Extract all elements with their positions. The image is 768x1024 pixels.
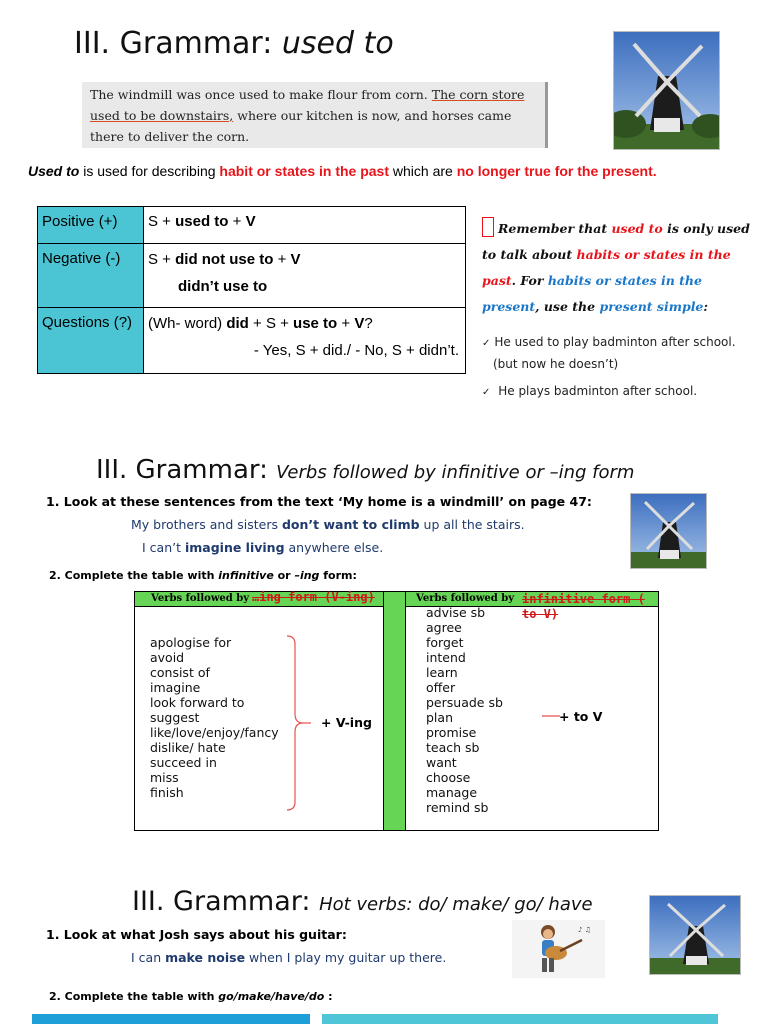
infinitive-rule-label: + to V — [559, 709, 603, 724]
list-item: intend — [426, 650, 466, 665]
list-item: succeed in — [150, 755, 217, 770]
list-item: remind sb — [426, 800, 489, 815]
list-item: look forward to — [150, 695, 245, 710]
list-item: choose — [426, 770, 471, 785]
ing-verb-list — [150, 635, 279, 800]
list-item: persuade sb — [426, 695, 503, 710]
list-item: teach sb — [426, 740, 480, 755]
windmill-image — [630, 493, 707, 569]
ing-column-header: Verbs followed by …ing form (V-ing) — [135, 592, 383, 607]
list-item: avoid — [150, 650, 185, 665]
list-item: forget — [426, 635, 464, 650]
list-item: advise sb — [426, 605, 486, 620]
section2-heading — [96, 455, 634, 485]
heading-prefix: III. Grammar: — [132, 886, 320, 917]
list-item: suggest — [150, 710, 200, 725]
ing-form-answer: …ing form (V-ing) — [252, 590, 375, 604]
instruction-2: 2. Complete the table with infinitive or –ing form: — [49, 569, 357, 582]
windmill-image — [613, 31, 720, 150]
hot-verbs-table-header-left — [32, 1014, 310, 1024]
rule-term: Used to — [28, 163, 80, 179]
hot-verbs-table-header-right — [322, 1014, 718, 1024]
heading-topic: Hot verbs: do/ make/ go/ have — [319, 894, 593, 915]
heading-topic: used to — [281, 26, 394, 61]
note-box-icon — [482, 217, 494, 237]
heading-topic: Verbs followed by infinitive or –ing form — [276, 462, 635, 483]
infinitive-column-header: Verbs followed by infinitive form ( to V) — [406, 592, 658, 607]
positive-structure: S + used to + V — [144, 207, 466, 244]
example-1: ✓ He used to play badminton after school. (but now he doesn’t) — [482, 335, 736, 371]
section3-heading — [132, 886, 593, 917]
instruction-1: 1. Look at what Josh says about his guitar: — [46, 927, 347, 942]
list-item: miss — [150, 770, 179, 785]
list-item: plan — [426, 710, 453, 725]
list-item: apologise for — [150, 635, 232, 650]
infinitive-form-column — [406, 592, 658, 830]
table-row-questions — [38, 308, 466, 374]
infinitive-bracket-icon — [640, 604, 670, 828]
list-item: consist of — [150, 665, 210, 680]
svg-text:♪ ♫: ♪ ♫ — [578, 926, 591, 934]
remember-note: Remember that used to is only used to talk about habits or states in the past. For habits or states in the present, use the present simple: — [482, 216, 752, 320]
list-item: dislike/ hate — [150, 740, 226, 755]
instruction-2: 2. Complete the table with go/make/have/do : — [49, 990, 333, 1003]
underlined-sentence: The corn store used to be downstairs, — [90, 87, 525, 123]
instruction-1: 1. Look at these sentences from the text ‘My home is a windmill’ on page 47: — [46, 494, 592, 509]
table-row-negative — [38, 244, 466, 308]
list-item: learn — [426, 665, 458, 680]
used-to-structure-table — [37, 206, 466, 374]
example-sentence-2: I can’t imagine living anywhere else. — [142, 540, 384, 555]
table-row-positive — [38, 207, 466, 244]
windmill-text-excerpt: The windmill was once used to make flour from corn. The corn store used to be downstairs, where our kitchen is now, and horses came there to deliver the corn. — [82, 82, 548, 148]
list-item: finish — [150, 785, 184, 800]
negative-structure: S + did not use to + V didn’t use to — [144, 244, 466, 308]
example-sentence-1: My brothers and sisters don’t want to climb up all the stairs. — [131, 517, 525, 532]
ing-bracket-icon — [283, 634, 313, 812]
windmill-image — [649, 895, 741, 975]
list-item: want — [426, 755, 457, 770]
questions-structure: (Wh- word) did + S + use to + V? - Yes, S + did./ - No, S + didn’t. — [144, 308, 466, 374]
list-item: imagine — [150, 680, 201, 695]
list-item: promise — [426, 725, 477, 740]
divider-column — [383, 592, 406, 830]
infinitive-form-answer: infinitive form ( to V) — [522, 592, 645, 621]
questions-label: Questions (?) — [38, 308, 144, 374]
list-item: manage — [426, 785, 478, 800]
check-icon: ✓ — [482, 338, 491, 349]
ing-rule-label: + V-ing — [321, 715, 372, 730]
heading-prefix: III. Grammar: — [74, 26, 282, 61]
positive-label: Positive (+) — [38, 207, 144, 244]
list-item: like/love/enjoy/fancy — [150, 725, 279, 740]
infinitive-verb-list — [426, 605, 503, 815]
verb-form-table — [134, 591, 659, 831]
ing-form-column — [135, 592, 383, 830]
list-item: offer — [426, 680, 456, 695]
guitar-player-image — [512, 920, 605, 978]
heading-prefix: III. Grammar: — [96, 455, 277, 485]
used-to-rule: Used to is used for describing habit or states in the past which are no longer true for the present. — [28, 163, 657, 179]
example-2: ✓ He plays badminton after school. — [482, 384, 698, 398]
check-icon: ✓ — [482, 387, 491, 398]
section1-heading — [74, 26, 394, 61]
example-sentence: I can make noise when I play my guitar up there. — [131, 950, 447, 965]
negative-label: Negative (-) — [38, 244, 144, 308]
list-item: agree — [426, 620, 462, 635]
